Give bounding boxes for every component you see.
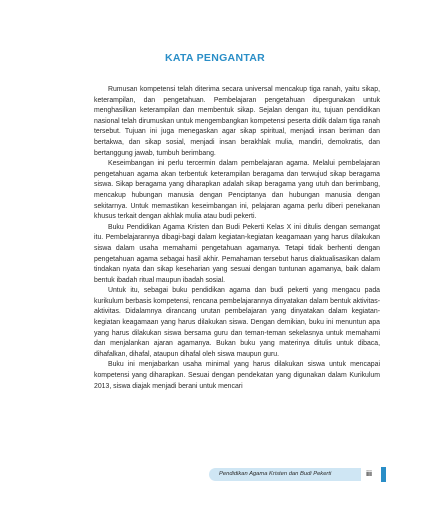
page-title: KATA PENGANTAR: [164, 52, 266, 64]
body-text: [94, 85, 380, 392]
footer-edge-bar: [381, 467, 386, 482]
paragraph-2: Keseimbangan ini perlu tercermin dalam pembelajaran agama. Melalui pembelajaran pengetahuan agama akan terbentuk keterampilan beragama dan terwujud sikap beragama siswa. Sikap beragama yang diharapkan adalah sikap beragama yang utuh dan berimbang, mencakup hubungan manusia dengan Penciptanya dan hubungan manusia dengan sekitarnya. Untuk memastikan keseimbangan ini, pelajaran agama perlu diberi penekanan khusus terkait dengan akhlak mulia atau budi pekerti.: [94, 160, 380, 221]
paragraph-3: Buku Pendidikan Agama Kristen dan Budi Pekerti Kelas X ini ditulis dengan semangat itu. Pembelajarannya dibagi-bagi dalam kegiatan-kegiatan keagamaan yang harus dilakukan siswa dalam usaha memahami pengetahuan agamanya. Tetapi tidak berhenti dengan pengetahuan agama sebagai hasil akhir. Pemahaman tersebut harus diaktualisasikan dalam tindakan nyata dan sikap keseharian yang sesuai dengan tuntunan agamanya, baik dalam bentuk ibadah ritual maupun ibadah sosial.: [94, 223, 380, 284]
footer-book-title: Pendidikan Agama Kristen dan Budi Pekerti: [209, 468, 361, 481]
paragraph-5: Buku ini menjabarkan usaha minimal yang harus dilakukan siswa untuk mencapai kompetensi yang diharapkan. Sesuai dengan pendekatan yang digunakan dalam Kurikulum 2013, siswa diajak menjadi berani untuk mencari: [94, 361, 380, 390]
paragraph-1: Rumusan kompetensi telah diterima secara universal mencakup tiga ranah, yaitu sikap, keterampilan, dan pengetahuan. Pembelajaran pengetahuan dipergunakan untuk menghasilkan keterampilan dan membentuk sikap. Sejalan dengan itu, tujuan pendidikan nasional telah dirumuskan untuk mengembangkan kompetensi peserta didik dalam tiga ranah tersebut. Tujuan ini juga menegaskan agar sikap spiritual, menjadi insan beriman dan bertakwa, dan sikap sosial, menjadi insan berakhlak mulia, mandiri, demokratis, dan bertanggung jawab, tumbuh berimbang.: [94, 86, 380, 157]
paragraph-4: Untuk itu, sebagai buku pendidikan agama dan budi pekerti yang mengacu pada kurikulum berbasis kompetensi, rencana pembelajarannya dinyatakan dalam bentuk aktivitas-aktivitas. Didalamnya dirancang urutan pembelajaran yang dinyatakan dalam kegiatan-kegiatan keagamaan yang harus dilakukan siswa. Dengan demikian, buku ini menuntun apa yang harus dilakukan siswa bersama guru dan teman-teman sekelasnya untuk memahami dan menjalankan ajaran agamanya. Bukan buku yang materinya ditulis untuk dibaca, dihafalkan, dihafal, ataupun dihafal oleh siswa maupun guru.: [94, 287, 380, 358]
page-number: iii: [366, 471, 372, 478]
